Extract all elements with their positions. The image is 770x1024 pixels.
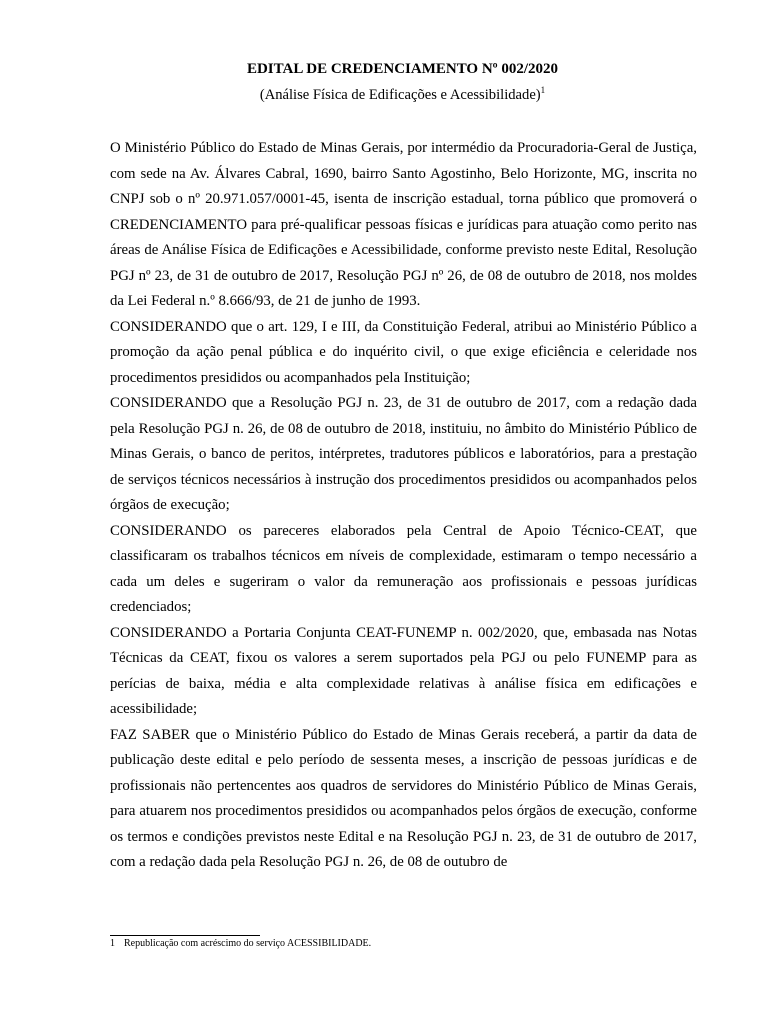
footnote-divider	[110, 935, 260, 936]
intro-paragraph: O Ministério Público do Estado de Minas Gerais, por intermédio da Procuradoria-Geral de Justiça, com sede na Av. Álvares Cabral, 1690, bairro Santo Agostinho, Belo Horizonte, MG, inscrita no CNPJ sob o nº 20.971.057/0001-45, isenta de inscrição estadual, torna público que promoverá o CREDENCIAMENTO para pré-qualificar pessoas físicas e jurídicas para atuação como perito nas áreas de Análise Física de Edificações e Acessibilidade, conforme previsto neste Edital, Resolução PGJ nº 23, de 31 de outubro de 2017, Resolução PGJ nº 26, de 08 de outubro de 2018, nos moldes da Lei Federal n.º 8.666/93, de 21 de junho de 1993.	[110, 140, 697, 309]
document-title: EDITAL DE CREDENCIAMENTO Nº 002/2020	[246, 61, 559, 77]
document-subtitle	[0, 87, 770, 104]
considering-paragraph-2: CONSIDERANDO que a Resolução PGJ n. 23, de 31 de outubro de 2017, com a redação dada pela Resolução PGJ n. 26, de 08 de outubro de 2018, instituiu, no âmbito do Ministério Público de Minas Gerais, o banco de peritos, intérpretes, tradutores públicos e laboratórios, para a prestação de serviços técnicos necessários à instrução dos procedimentos presididos ou acompanhados pelos órgãos de execução;	[110, 395, 697, 513]
considering-paragraph-4: CONSIDERANDO a Portaria Conjunta CEAT-FUNEMP n. 002/2020, que, embasada nas Notas Técnicas da CEAT, fixou os valores a serem suportados pela PGJ ou pelo FUNEMP para as perícias de baixa, média e alta complexidade relativas à análise física em edificações e acessibilidade;	[110, 624, 697, 717]
footnote-reference: 1	[540, 85, 546, 96]
document-body	[110, 136, 697, 876]
footnote-text: Republicação com acréscimo do serviço ACESSIBILIDADE.	[124, 938, 372, 949]
subtitle-text: (Análise Física de Edificações e Acessibilidade)	[259, 87, 541, 103]
footnote	[110, 938, 371, 949]
considering-paragraph-1: CONSIDERANDO que o art. 129, I e III, da Constituição Federal, atribui ao Ministério Público a promoção da ação penal pública e do inquérito civil, o que exige eficiência e celeridade nos procedimentos presididos ou acompanhados pela Instituição;	[110, 318, 697, 386]
footnote-mark: 1	[110, 938, 115, 949]
considering-paragraph-3: CONSIDERANDO os pareceres elaborados pela Central de Apoio Técnico-CEAT, que classificaram os trabalhos técnicos em níveis de complexidade, estimaram o tempo necessário a cada um deles e sugeriram o valor da remuneração aos profissionais e pessoas jurídicas credenciados;	[110, 522, 697, 615]
announcement-paragraph: FAZ SABER que o Ministério Público do Estado de Minas Gerais receberá, a partir da data de publicação deste edital e pelo período de sessenta meses, a inscrição de pessoas jurídicas e de profissionais não pertencentes aos quadros de servidores do Ministério Público de Minas Gerais, para atuarem nos procedimentos presididos ou acompanhados pelos órgãos de execução, conforme os termos e condições previstos neste Edital e na Resolução PGJ n. 23, de 31 de outubro de 2017, com a redação dada pela Resolução PGJ n. 26, de 08 de outubro de	[110, 726, 697, 870]
